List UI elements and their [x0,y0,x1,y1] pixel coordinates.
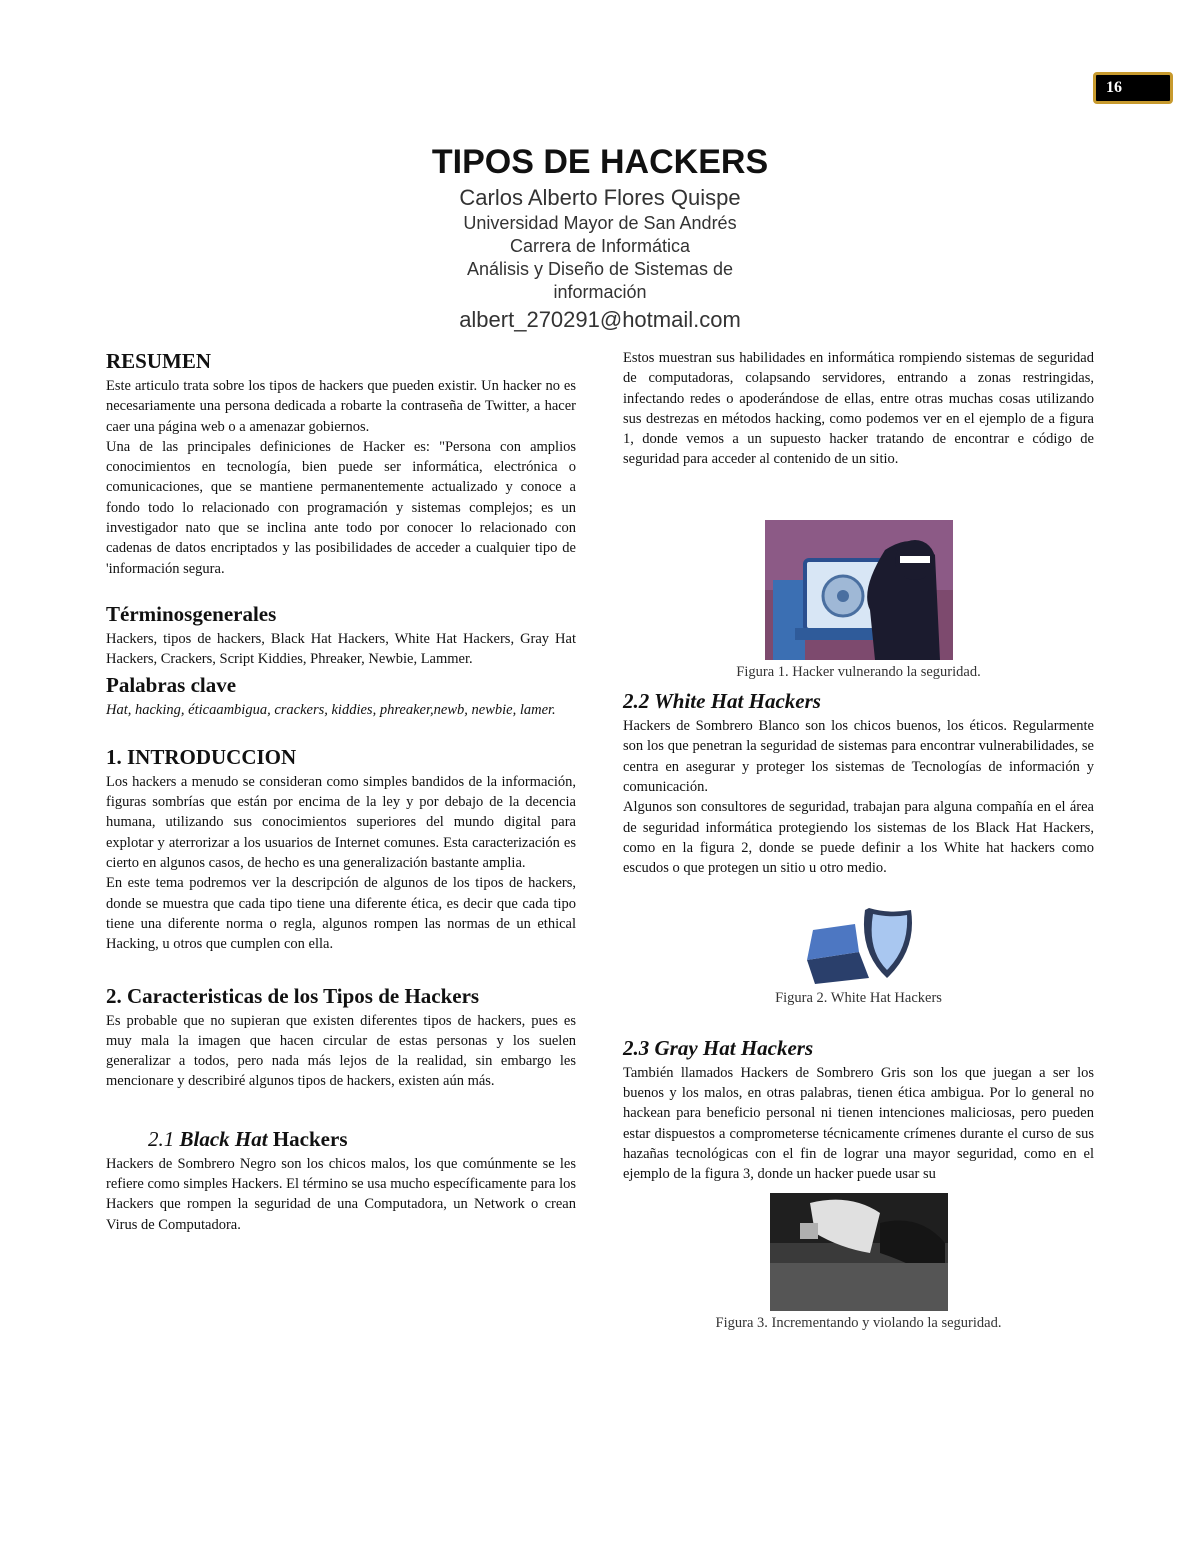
shield-laptop-image [799,900,919,986]
black-hat-number: 2.1 [148,1126,175,1151]
gray-hat-heading: 2.3 Gray Hat Hackers [623,1035,814,1060]
black-hat-italic: Black Hat [179,1126,268,1151]
intro-heading: 1. INTRODUCCION [106,744,297,769]
figure-1-caption: Figura 1. Hacker vulnerando la seguridad. [736,663,981,680]
resumen-paragraph-1: Este articulo trata sobre los tipos de hackers que pueden existir. Un hacker no es necesariamente una persona dedicada a robarte la contraseña de Twitter, a hacer caer una página web o a amenazar gobiernos. [106,378,576,435]
author-name: Carlos Alberto Flores Quispe [459,185,741,210]
resumen-heading: RESUMEN [106,349,212,373]
black-hat-paragraph: Hackers de Sombrero Negro son los chicos malos, los que comúnmente se les refiere como simples Hackers. El término se usa mucho específicamente para los Hackers que rompen la seguridad de una Computadora, un Network o crean Virus de Computadora. [106,1155,576,1233]
resumen-paragraph-2: Una de las principales definiciones de Hacker es: "Persona con amplios conocimientos en tecnología, bien puede ser informática, electrónica o comunicaciones, que se mantiene permanentemente actualizado y conoce a fondo todo lo relacionado con programación y sistemas complejos; es un investigador nato que se inclina ante todo por conocer lo relacionado con cadenas de datos encriptados y las posibilidades de acceder a cualquier tipo de 'información segura. [106,438,576,577]
intro-paragraph-2: En este tema podremos ver la descripción de algunos de los tipos de hackers, donde se muestra que cada tipo tiene una diferente ética, es decir que cada tipo tiene una diferente norma o regla, algunos rompen las normas de un ethical Hacking, u otros que cumplen con ella. [106,875,576,953]
white-hat-heading: 2.2 White Hat Hackers [623,689,821,714]
palabras-clave-text: Hat, hacking, éticaambigua, crackers, kiddies, phreaker,newb, newbie, lamer. [106,701,556,718]
right-intro-paragraph: Estos muestran sus habilidades en informática rompiendo sistemas de seguridad de computadoras, colapsando servidores, entrando a zonas restringidas, infectando redes o apoderándose de ellas, entre otras muchas cosas utilizando sus destrezas en métodos hacking, como podemos ver en el ejemplo de a figura 1, donde vemos a un supuesto hacker tratando de encontrar e código de seguridad para acceder al contenido de un sitio. [623,350,1094,468]
paper-title: TIPOS DE HACKERS [431,143,769,181]
page-number-badge: 16 [1093,72,1173,104]
affiliation-university: Universidad Mayor de San Andrés [463,213,737,233]
palabras-clave-heading: Palabras clave [106,672,237,697]
intro-paragraph-1: Los hackers a menudo se consideran como simples bandidos de la información, figuras sombrías que están por encima de la ley y por debajo de la decencia humana, utilizando sus conocimientos superiores del mundo digital para explotar y aterrorizar a los usuarios de Internet comunes. Esta caracterización es cierto en algunos casos, de hecho es una generalización bastante amplia. [106,773,576,872]
right-column [623,348,1094,1333]
terminos-heading: Términosgenerales [106,601,277,626]
caracteristicas-paragraph: Es probable que no supieran que existen diferentes tipos de hackers, pues es muy mala la imagen que hacen circular de estas personas y los suelen generalizar a todos, pero nada más lejos de la realidad, sin embargo les mencionare y describiré algunos tipos de hackers, existen aún más. [106,1012,576,1090]
terminos-text: Hackers, tipos de hackers, Black Hat Hackers, White Hat Hackers, Gray Hat Hackers, Crackers, Script Kiddies, Phreaker, Newbie, Lammer. [106,630,576,668]
author-email: albert_270291@hotmail.com [459,307,741,332]
affiliation-course-line2: información [553,282,647,302]
hacker-figure-image [765,520,953,660]
white-hat-paragraph-2: Algunos son consultores de seguridad, trabajan para alguna compañía en el área de seguridad informática protegiendo los sistemas de los Black Hat Hackers, como en la figura 2, donde se puede definir a los White hat hackers como escudos o que protegen un sitio u otro medio. [623,799,1094,877]
figure-2 [623,900,1094,1008]
figure-3-caption: Figura 3. Incrementando y violando la seguridad. [715,1314,1002,1331]
black-hat-heading [106,1126,576,1152]
affiliation-course-line1: Análisis y Diseño de Sistemas de [466,259,734,279]
left-column [106,348,576,1235]
gray-hat-paragraph: También llamados Hackers de Sombrero Gris son los que juegan a ser los buenos y los malos, en otras palabras, tienen ética ambigua. Por lo general no hackean para beneficio personal ni tienen intenciones maliciosas, pero pueden estar dispuestos a comprometerse técnicamente crímenes durante el curso de sus hazañas tecnológicas con el fin de lograr una mayor seguridad, como en el ejemplo de la figura 3, donde un hacker puede usar su [623,1064,1094,1183]
white-hat-paragraph-1: Hackers de Sombrero Blanco son los chicos buenos, los éticos. Regularmente son los que penetran la seguridad de sistemas para encontrar vulnerabilidades, se centra en asegurar y proteger los sistemas de Tecnologías de información y comunicación. [623,718,1094,795]
paper-header [300,140,900,334]
figure-3 [623,1193,1094,1333]
affiliation-career: Carrera de Informática [509,236,691,256]
black-hat-rest: Hackers [267,1126,348,1151]
caracteristicas-heading: 2. Caracteristicas de los Tipos de Hackers [106,983,480,1008]
figure-1 [623,520,1094,682]
figure-2-caption: Figura 2. White Hat Hackers [775,990,942,1007]
keyboard-hands-image [770,1193,948,1311]
